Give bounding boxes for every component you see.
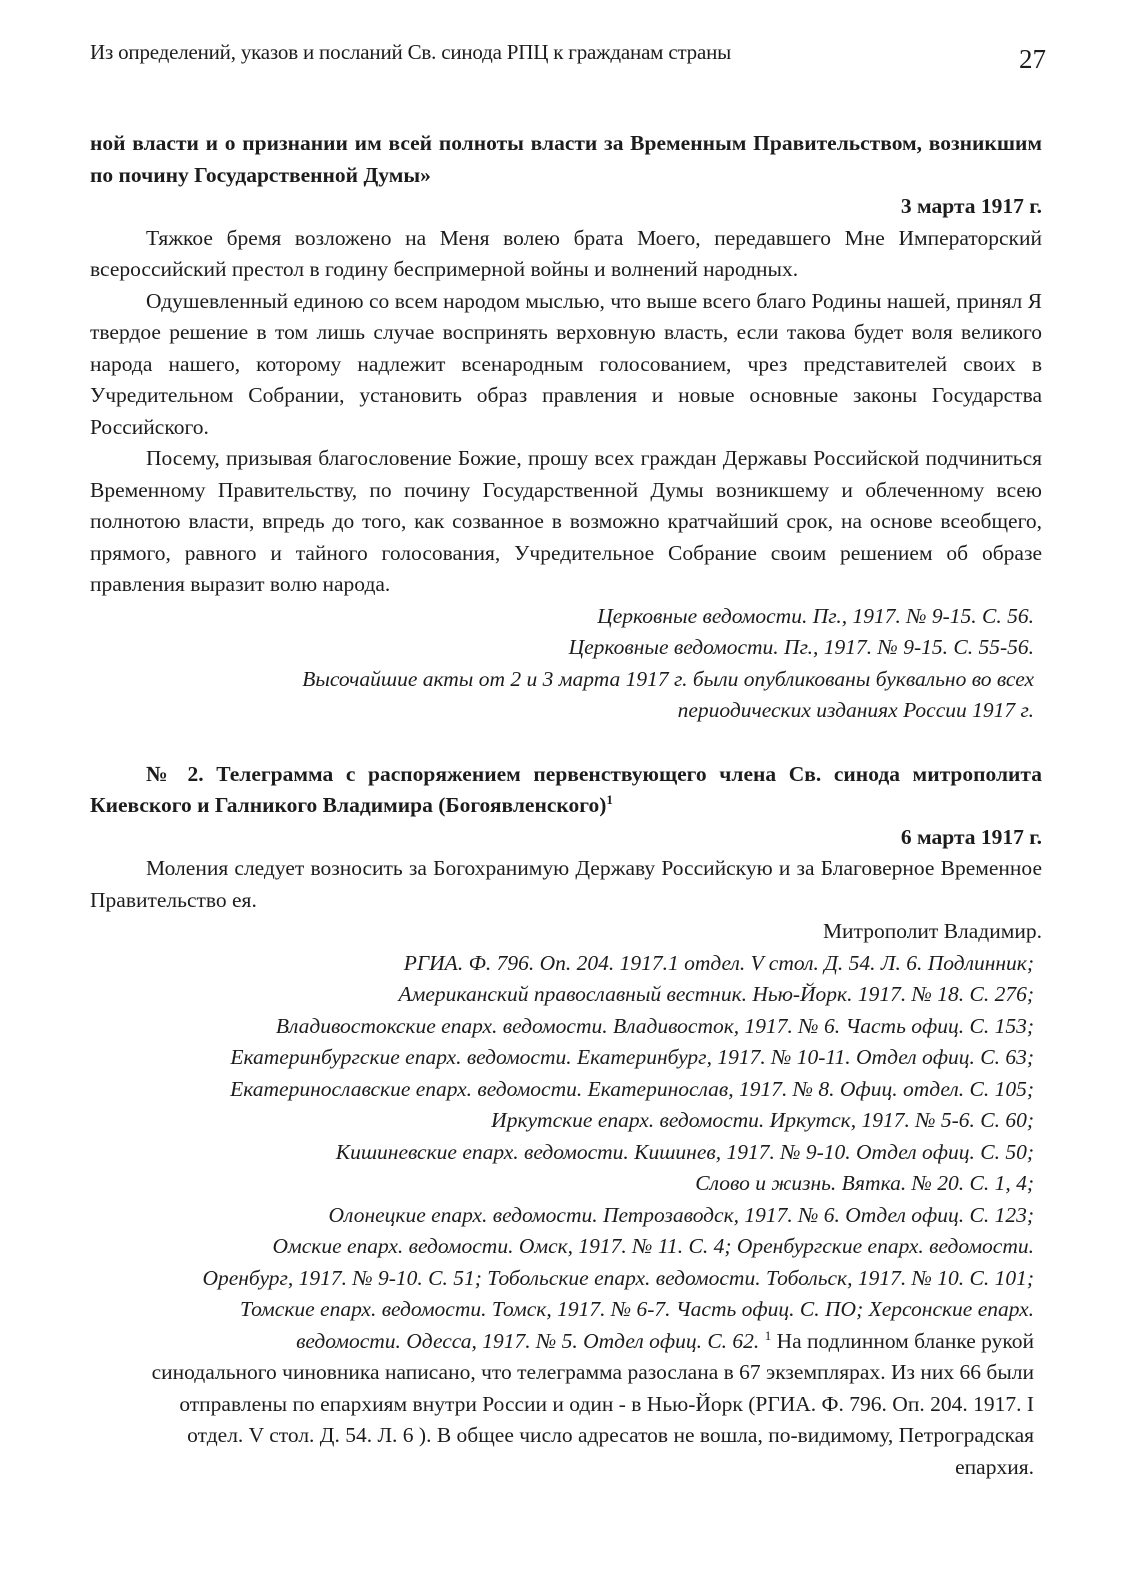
source-line: Екатеринбургские епарх. ведомости. Екатеринбург, 1917. № 10-11. Отдел офиц. С. 63; [230,1045,1034,1069]
source-line: Олонецкие епарх. ведомости. Петрозаводск, 1917. № 6. Отдел офиц. С. 123; [328,1202,1034,1227]
footnote-line: отправлены по епархиям внутри России и один - в Нью-Йорк (РГИА. Ф. 796. Оп. 204. 1917. I [179,1391,1034,1416]
section1-source: Церковные ведомости. Пг., 1917. № 9-15. С. 55-56. [568,635,1034,659]
section2-heading-text: № 2. Телеграмма с распоряжением первенствующего члена Св. синода митрополита Киевского и Галникого Владимира (Богоявленского) [90,761,1042,817]
footnote-text: На подлинном бланке рукой [776,1328,1034,1353]
section1-source: Церковные ведомости. Пг., 1917. № 9-15. С. 56. [597,603,1034,628]
section1-note-line: Высочайшие акты от 2 и 3 марта 1917 г. были опубликованы буквально во всех [302,666,1034,691]
section1-heading: ной власти и о признании им всей полноты власти за Временным Правительством, возникшим по почину Государственной Думы» [90,131,1042,187]
source-line: Омские епарх. ведомости. Омск, 1917. № 11. С. 4; Оренбургские епарх. ведомости. [272,1234,1034,1258]
source-line: Кишиневские епарх. ведомости. Кишинев, 1917. № 9-10. Отдел офиц. С. 50; [335,1139,1034,1164]
source-line: Иркутские епарх. ведомости. Иркутск, 1917. № 5-6. С. 60; [491,1108,1034,1132]
section1-paragraph: Одушевленный единою со всем народом мыслью, что выше всего благо Родины нашей, принял Я твердое решение в том лишь случае воспринять верховную власть, если такова будет воля великого народа нашего, которому надлежит всенародным голосованием, чрез представителей своих в Учредительном Собрании, установить образ правления и новые основные законы Государства Российского. [90,288,1042,439]
section2-paragraph: Моления следует возносить за Богохранимую Державу Российскую и за Благоверное Временное Правительство ея. [90,856,1042,912]
running-title: Из определений, указов и посланий Св. синода РПЦ к гражданам страны [90,40,732,64]
source-line: Американский православный вестник. Нью-Йорк. 1917. № 18. С. 276; [398,982,1034,1006]
source-line: Слово и жизнь. Вятка. № 20. С. 1, 4; [695,1171,1034,1195]
source-line: ведомости. Одесса, 1917. № 5. Отдел офиц. С. 62. [296,1328,760,1353]
section1-paragraph: Тяжкое бремя возложено на Меня волею брата Моего, передавшего Мне Императорский всероссийский престол в годину беспримерной войны и волнений народных. [90,225,1042,281]
section1-paragraph: Посему, призывая благословение Божие, прошу всех граждан Державы Российской подчиниться Временному Правительству, по почину Государственной Думы возникшему и облеченному всею полнотою власти, впредь до того, как созванное в возможно кратчайший срок, на основе всеобщего, прямого, равного и тайного голосования, Учредительное Собрание своим решением об образе правления выразит волю народа. [90,446,1042,596]
page-content [90,128,1042,1483]
section1-note-line: периодических изданиях России 1917 г. [677,698,1034,722]
footnote-mark: 1 [764,1327,772,1343]
source-line: Владивостокские епарх. ведомости. Владивосток, 1917. № 6. Часть офиц. С. 153; [275,1013,1034,1038]
footnote-line: отдел. V стол. Д. 54. Л. 6 ). В общее число адресатов не вошла, по-видимому, Петроградская [187,1423,1034,1447]
section2-sources [90,948,1042,1326]
footnote-line: синодального чиновника написано, что телеграмма разослана в 67 экземплярах. Из них 66 были [151,1360,1034,1384]
footnote-line: епархия. [955,1454,1034,1479]
signature: Митрополит Владимир. [822,919,1042,943]
section2-date: 6 марта 1917 г. [900,824,1042,849]
page-number: 27 [1019,44,1046,74]
source-line: РГИА. Ф. 796. Оп. 204. 1917.1 отдел. V стол. Д. 54. Л. 6. Подлинник; [403,950,1034,975]
source-line: Екатеринославские епарх. ведомости. Екатеринослав, 1917. № 8. Офиц. отдел. С. 105; [230,1076,1034,1101]
source-line: Томские епарх. ведомости. Томск, 1917. № 6-7. Часть офиц. С. ПО; Херсонские епарх. [239,1297,1034,1321]
source-line: Оренбург, 1917. № 9-10. С. 51; Тобольские епарх. ведомости. Тобольск, 1917. № 10. С. 101; [202,1265,1034,1290]
source-and-footnote-line [90,1326,1042,1358]
section2-heading [90,759,1042,822]
footnote-ref: 1 [606,791,613,807]
section1-date: 3 марта 1917 г. [900,194,1042,218]
